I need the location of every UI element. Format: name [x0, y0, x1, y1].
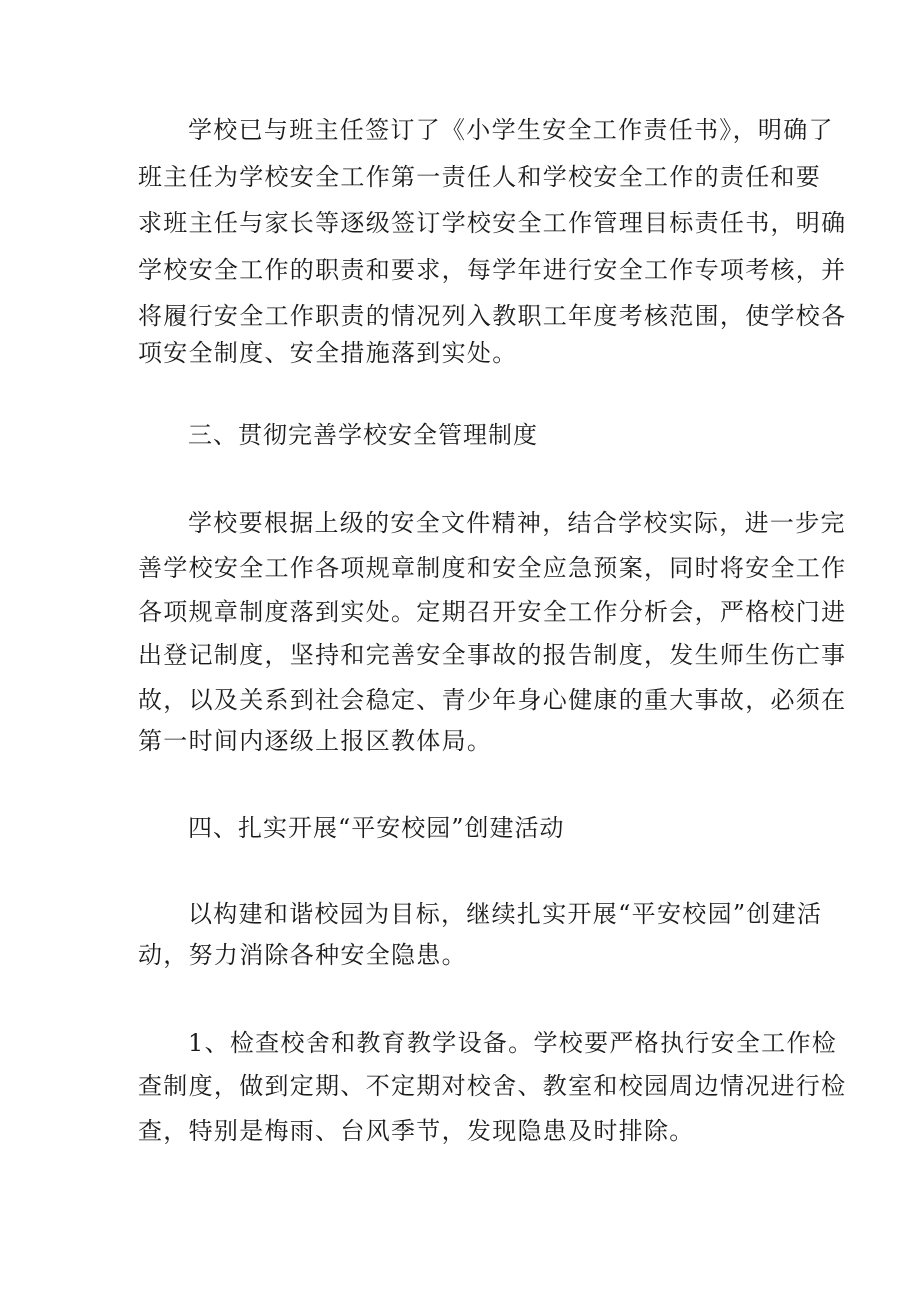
text-line: 以构建和谐校园为目标，继续扎实开展“平安校园”创建活 — [188, 900, 823, 928]
text-line: 第一时间内逐级上报区教体局。 — [138, 727, 493, 755]
text-line: 班主任为学校安全工作第一责任人和学校安全工作的责任和要 — [138, 163, 822, 191]
text-line: 学校要根据上级的安全文件精神，结合学校实际，进一步完 — [188, 509, 846, 537]
text-line: 出登记制度，坚持和完善安全事故的报告制度，发生师生伤亡事 — [138, 641, 847, 669]
text-line: 求班主任与家长等逐级签订学校安全工作管理目标责任书，明确 — [138, 209, 847, 237]
text-line: 学校安全工作的职责和要求，每学年进行安全工作专项考核，并 — [138, 256, 847, 284]
text-line: 项安全制度、安全措施落到实处。 — [138, 339, 518, 367]
text-line: 查，特别是梅雨、台风季节，发现隐患及时排除。 — [138, 1117, 695, 1145]
text-line: 故，以及关系到社会稳定、青少年身心健康的重大事故，必须在 — [138, 686, 847, 714]
text-line: 各项规章制度落到实处。定期召开安全工作分析会，严格校门进 — [138, 598, 847, 626]
text-line: 学校已与班主任签订了《小学生安全工作责任书》，明确了 — [188, 116, 834, 144]
text-line: 查制度，做到定期、不定期对校舍、教室和校园周边情况进行检 — [138, 1072, 847, 1100]
section-heading-4: 四、扎实开展“平安校园”创建活动 — [188, 814, 565, 842]
text-line: 善学校安全工作各项规章制度和安全应急预案，同时将安全工作 — [138, 554, 847, 582]
text-line: 将履行安全工作职责的情况列入教职工年度考核范围，使学校各 — [138, 302, 847, 330]
section-heading-3: 三、贯彻完善学校安全管理制度 — [188, 421, 538, 449]
text-line: 1、检查校舍和教育教学设备。学校要严格执行安全工作检 — [188, 1029, 838, 1057]
text-line: 动，努力消除各种安全隐患。 — [138, 941, 467, 969]
